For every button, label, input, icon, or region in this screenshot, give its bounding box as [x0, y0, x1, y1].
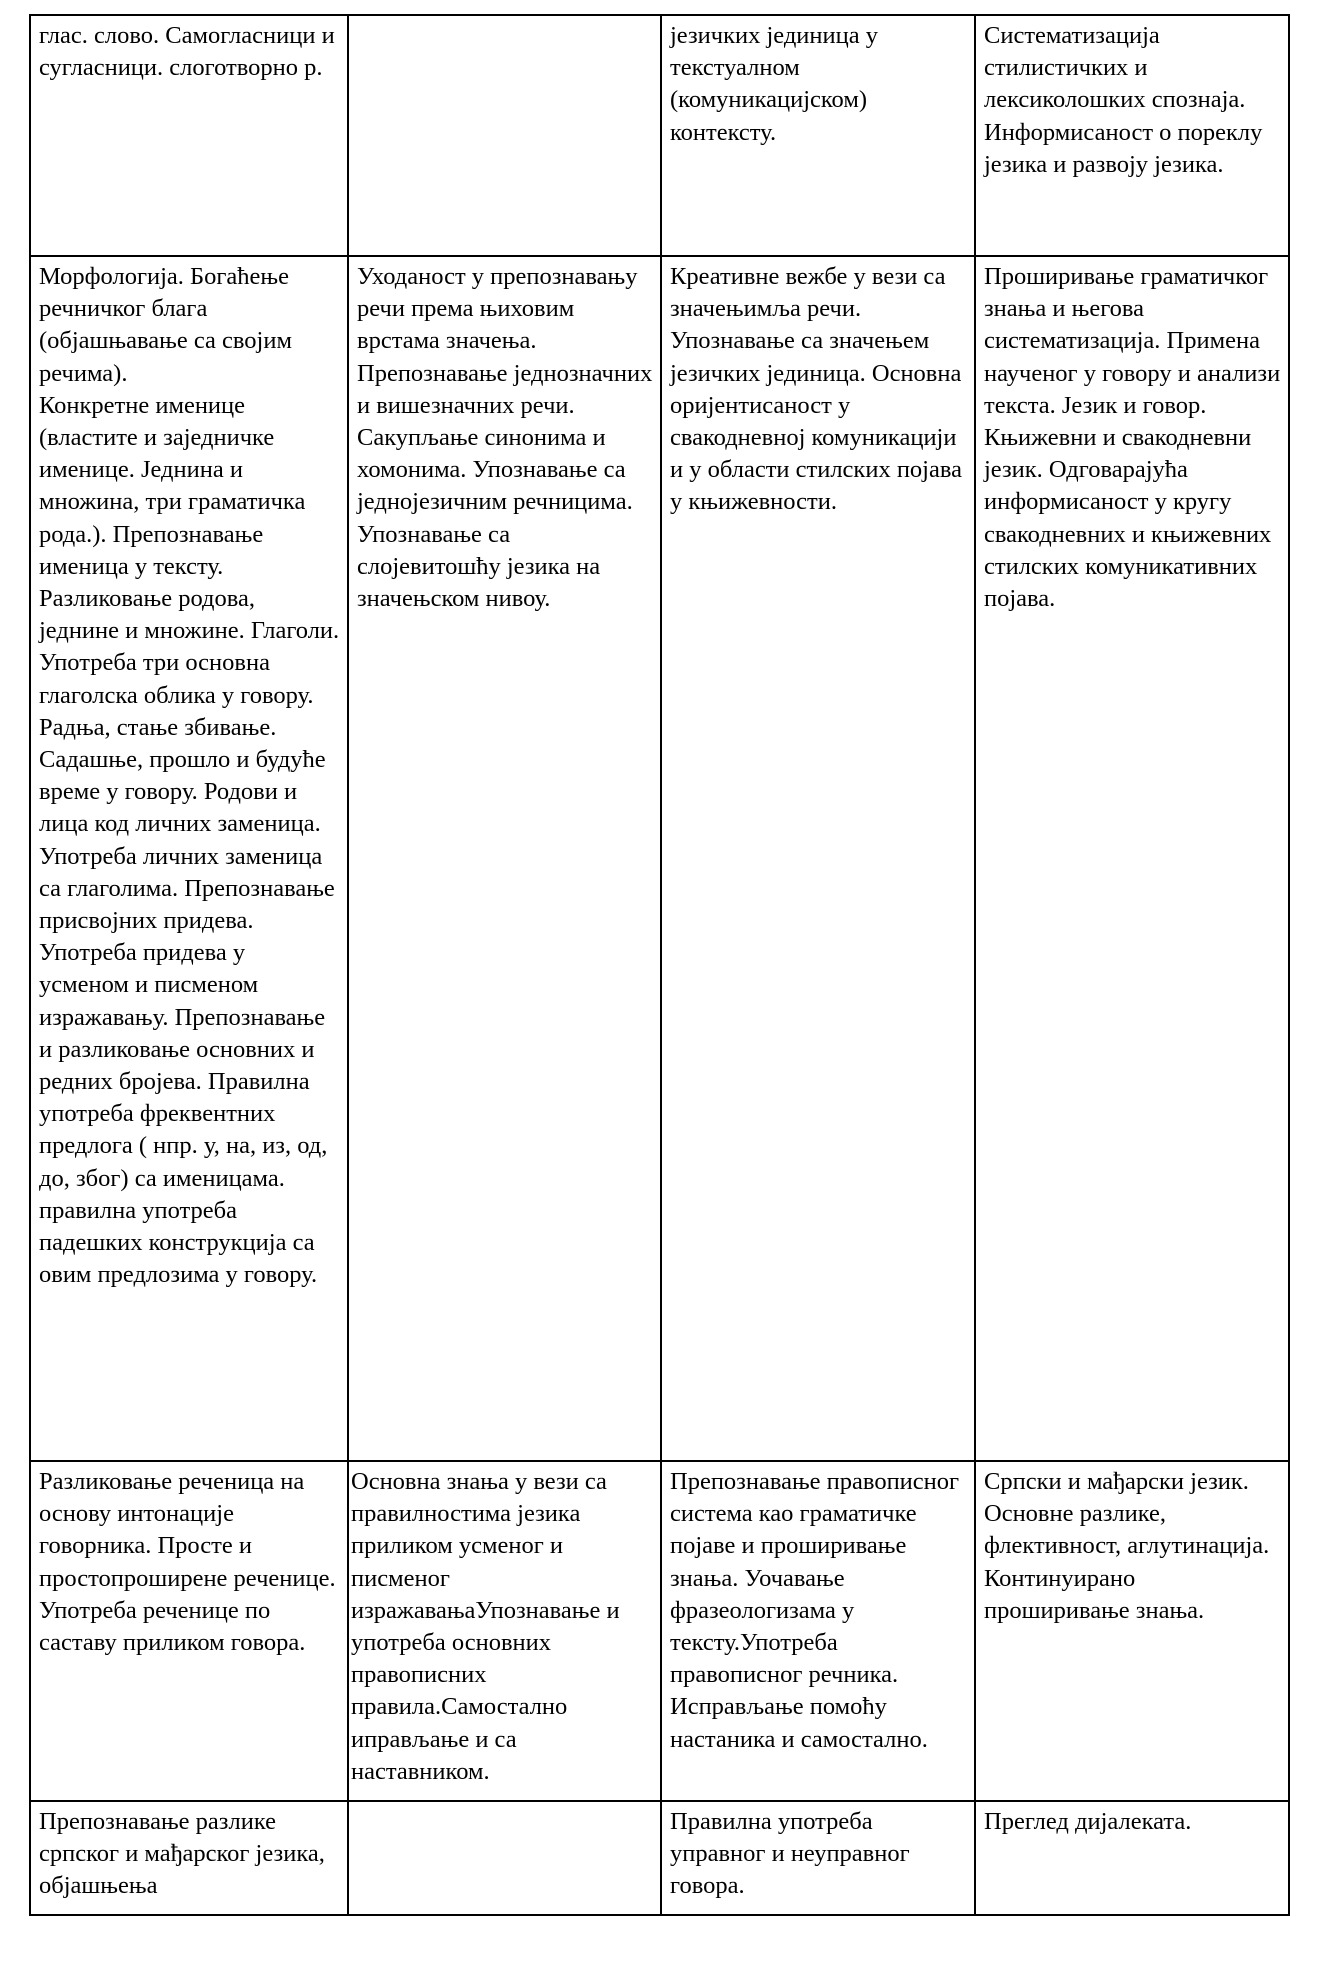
- table-row: [30, 1801, 1289, 1915]
- table-cell: [348, 1801, 661, 1915]
- table-cell: [661, 15, 975, 256]
- cell-text: Креативне вежбе у вези са значењимља речи. Упознавање са значењем језичких јединица. Основна оријентисаност у свакодневној комуникацији и у области стилских појава у књижевности.: [670, 263, 962, 516]
- cell-text: Српски и мађарски језик. Основне разлике, флективност, аглутинација. Континуирано проширивање знања.: [984, 1468, 1270, 1624]
- table-cell: [348, 15, 661, 256]
- table-cell: [661, 1801, 975, 1915]
- cell-text: Препознавање правописног система као граматичке појаве и проширивање знања. Уочавање фразеологизама у тексту.Употреба правописног речника. Исправљање помоћу настаника и самостално.: [670, 1468, 960, 1753]
- cell-text: Основна знања у вези са правилностима језика приликом усменог и писменог изражавањаУпознавање и употреба основних правописних правила.Самостално иправљање и са наставником.: [351, 1468, 620, 1785]
- table-cell: [975, 1461, 1289, 1801]
- cell-text: глас. слово. Самогласници и сугласници. слоготворно р.: [39, 22, 335, 82]
- cell-text: Уходаност у препознавању речи према њиховим врстама значења. Препознавање једнозначних и вишезначних речи. Сакупљање синонима и хомонима. Упознавање са једнојезичним речницима. Упознавање са слојевитошћу језика на значењском нивоу.: [357, 263, 653, 613]
- table-cell: [975, 256, 1289, 1461]
- cell-text: Преглед дијалеката.: [984, 1808, 1192, 1835]
- cell-text: Информисаност о пореклу језика и развоју језика.: [984, 118, 1263, 178]
- table-cell: [975, 15, 1289, 256]
- table-cell: [661, 256, 975, 1461]
- table-row: [30, 1461, 1289, 1801]
- table-row: [30, 15, 1289, 256]
- table-cell: [348, 1461, 661, 1801]
- cell-text: Разликовање реченица на основу интонације говорника. Просте и простопроширене реченице. Употреба реченице по саставу приликом говора.: [39, 1468, 336, 1657]
- table-cell: [30, 1801, 348, 1915]
- cell-text: Правилна употреба управног и неуправног говора.: [670, 1808, 910, 1900]
- cell-text: Систематизација стилистичких и лексиколошких спознаја.: [984, 22, 1246, 114]
- cell-text: Морфологија. Богаћење речничког блага (објашњавање са својим речима).: [39, 263, 292, 387]
- cell-text: Препознавање разлике српског и мађарског језика, објашњења: [39, 1808, 325, 1900]
- cell-text: Конкретне именице (властите и заједничке именице. Једнина и множина, три граматичка рода.). Препознавање именица у тексту. Разликовање родова, једнине и множине. Глаголи. Употреба три основна глаголска облика у говору. Радња, стање збивање. Садашње, прошло и будуће време у говору. Родови и лица код личних заменица. Употреба личних заменица са глаголима. Препознавање присвојних придева. Употреба придева у усменом и писменом изражавању. Препознавање и разликовање основних и редних бројева. Правилна употреба фреквентних предлога ( нпр. у, на, из, од, до, због) са именицама. правилна употреба падешких конструкција са овим предлозима у говору.: [39, 391, 340, 1289]
- cell-text: Проширивање граматичког знања и његова систематизација. Примена наученог у говору и анализи текста. Језик и говор. Књижевни и свакодневни језик. Одговарајућа информисаност у кругу свакодневних и књижевних стилских комуникативних појава.: [984, 263, 1281, 613]
- cell-text: језичких јединица у текстуалном (комуникацијском) контексту.: [670, 22, 878, 146]
- table-cell: [30, 256, 348, 1461]
- table-cell: [975, 1801, 1289, 1915]
- table-cell: [661, 1461, 975, 1801]
- table-cell: [348, 256, 661, 1461]
- curriculum-table: [29, 14, 1290, 1916]
- table-cell: [30, 15, 348, 256]
- table-row: [30, 256, 1289, 1461]
- table-cell: [30, 1461, 348, 1801]
